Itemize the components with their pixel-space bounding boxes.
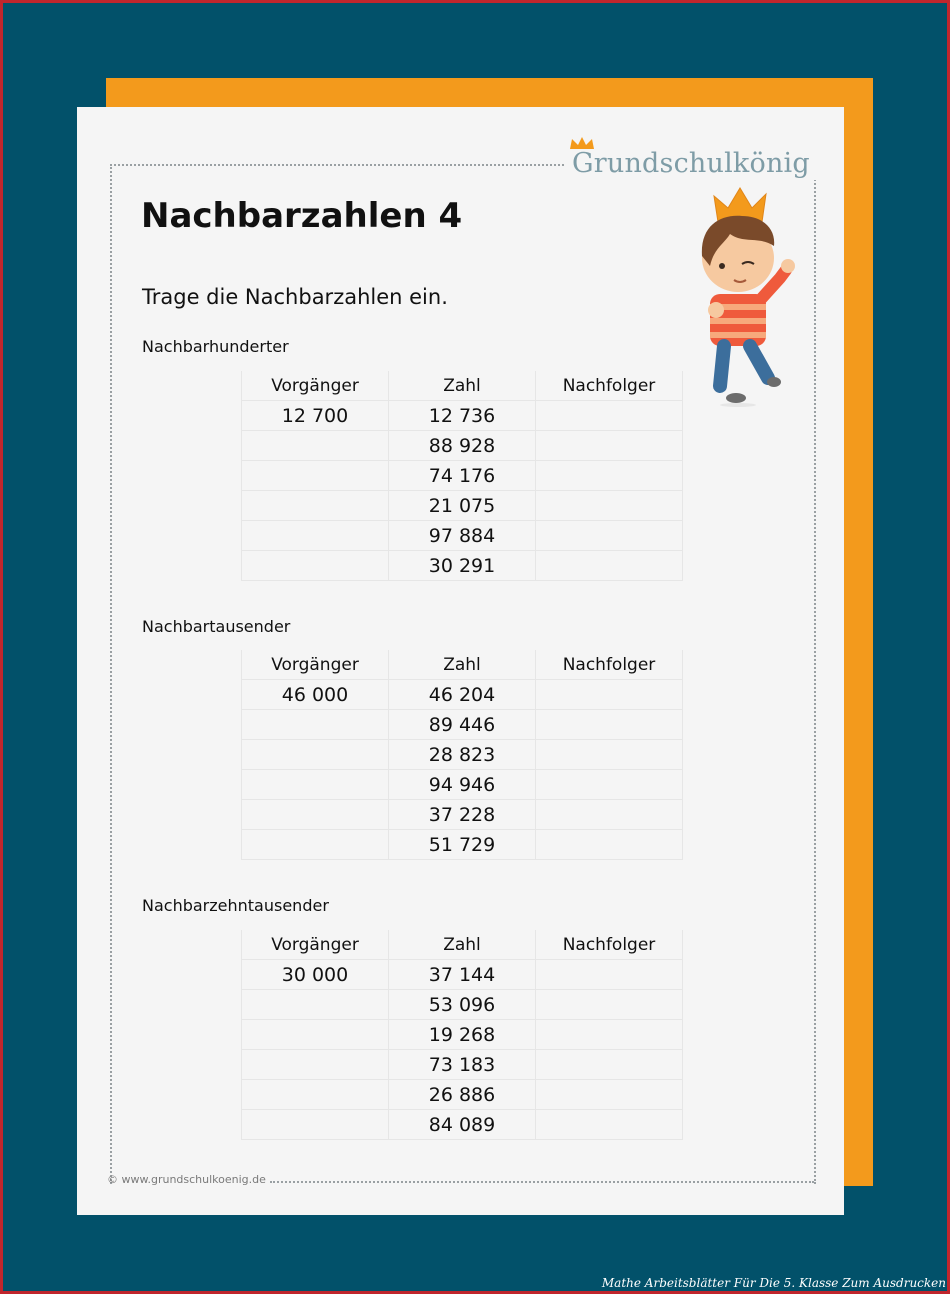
number-cell: 37 228 <box>389 800 536 830</box>
table-row <box>242 830 683 860</box>
column-header-successor: Nachfolger <box>536 930 683 960</box>
predecessor-cell[interactable] <box>242 770 389 800</box>
predecessor-cell[interactable] <box>242 990 389 1020</box>
predecessor-cell[interactable] <box>242 1110 389 1140</box>
successor-cell[interactable] <box>536 401 683 431</box>
section-label-hundreds: Nachbarhunderter <box>142 337 289 356</box>
predecessor-cell[interactable] <box>242 740 389 770</box>
column-header-number: Zahl <box>389 371 536 401</box>
successor-cell[interactable] <box>536 990 683 1020</box>
table-row <box>242 1080 683 1110</box>
table-row <box>242 491 683 521</box>
table-row <box>242 461 683 491</box>
section-label-ten-thousands: Nachbarzehntausender <box>142 896 329 915</box>
predecessor-cell[interactable] <box>242 1080 389 1110</box>
successor-cell[interactable] <box>536 830 683 860</box>
table-row <box>242 1020 683 1050</box>
column-header-successor: Nachfolger <box>536 650 683 680</box>
column-header-number: Zahl <box>389 930 536 960</box>
predecessor-cell[interactable] <box>242 521 389 551</box>
table-row <box>242 800 683 830</box>
table-row <box>242 401 683 431</box>
king-boy-mascot-icon <box>690 186 810 408</box>
successor-cell[interactable] <box>536 551 683 581</box>
predecessor-cell[interactable] <box>242 461 389 491</box>
number-cell: 46 204 <box>389 680 536 710</box>
predecessor-cell[interactable]: 46 000 <box>242 680 389 710</box>
column-header-predecessor: Vorgänger <box>242 650 389 680</box>
number-cell: 21 075 <box>389 491 536 521</box>
number-cell: 94 946 <box>389 770 536 800</box>
table-row <box>242 710 683 740</box>
successor-cell[interactable] <box>536 680 683 710</box>
number-cell: 26 886 <box>389 1080 536 1110</box>
table-row <box>242 551 683 581</box>
predecessor-cell[interactable] <box>242 551 389 581</box>
table-row <box>242 960 683 990</box>
predecessor-cell[interactable] <box>242 491 389 521</box>
predecessor-cell[interactable] <box>242 1050 389 1080</box>
number-cell: 53 096 <box>389 990 536 1020</box>
number-cell: 74 176 <box>389 461 536 491</box>
column-header-predecessor: Vorgänger <box>242 930 389 960</box>
table-row <box>242 431 683 461</box>
number-cell: 37 144 <box>389 960 536 990</box>
predecessor-cell[interactable] <box>242 800 389 830</box>
column-header-number: Zahl <box>389 650 536 680</box>
neighbor-table-hundreds <box>241 371 683 581</box>
successor-cell[interactable] <box>536 521 683 551</box>
table-row <box>242 1110 683 1140</box>
predecessor-cell[interactable]: 12 700 <box>242 401 389 431</box>
neighbor-table-thousands <box>241 650 683 860</box>
successor-cell[interactable] <box>536 1020 683 1050</box>
predecessor-cell[interactable]: 30 000 <box>242 960 389 990</box>
column-header-successor: Nachfolger <box>536 371 683 401</box>
table-row <box>242 990 683 1020</box>
section-label-thousands: Nachbartausender <box>142 617 291 636</box>
dotted-bottom-line <box>270 1181 814 1183</box>
successor-cell[interactable] <box>536 461 683 491</box>
neighbor-table-ten-thousands <box>241 930 683 1140</box>
copyright-footer: © www.grundschulkoenig.de <box>107 1173 266 1186</box>
successor-cell[interactable] <box>536 491 683 521</box>
number-cell: 97 884 <box>389 521 536 551</box>
successor-cell[interactable] <box>536 1110 683 1140</box>
predecessor-cell[interactable] <box>242 710 389 740</box>
successor-cell[interactable] <box>536 800 683 830</box>
image-caption: Mathe Arbeitsblätter Für Die 5. Klasse Zum Ausdrucken <box>601 1276 946 1290</box>
table-row <box>242 740 683 770</box>
successor-cell[interactable] <box>536 1050 683 1080</box>
predecessor-cell[interactable] <box>242 830 389 860</box>
table-row <box>242 521 683 551</box>
successor-cell[interactable] <box>536 710 683 740</box>
successor-cell[interactable] <box>536 960 683 990</box>
instruction-text: Trage die Nachbarzahlen ein. <box>142 285 448 309</box>
successor-cell[interactable] <box>536 740 683 770</box>
page-title: Nachbarzahlen 4 <box>141 196 463 236</box>
predecessor-cell[interactable] <box>242 1020 389 1050</box>
number-cell: 28 823 <box>389 740 536 770</box>
number-cell: 84 089 <box>389 1110 536 1140</box>
number-cell: 73 183 <box>389 1050 536 1080</box>
number-cell: 89 446 <box>389 710 536 740</box>
brand-logo: Grundschulkönig <box>572 148 810 179</box>
number-cell: 88 928 <box>389 431 536 461</box>
table-row <box>242 1050 683 1080</box>
number-cell: 51 729 <box>389 830 536 860</box>
successor-cell[interactable] <box>536 770 683 800</box>
successor-cell[interactable] <box>536 1080 683 1110</box>
number-cell: 12 736 <box>389 401 536 431</box>
predecessor-cell[interactable] <box>242 431 389 461</box>
column-header-predecessor: Vorgänger <box>242 371 389 401</box>
table-row <box>242 770 683 800</box>
table-row <box>242 680 683 710</box>
successor-cell[interactable] <box>536 431 683 461</box>
number-cell: 30 291 <box>389 551 536 581</box>
number-cell: 19 268 <box>389 1020 536 1050</box>
